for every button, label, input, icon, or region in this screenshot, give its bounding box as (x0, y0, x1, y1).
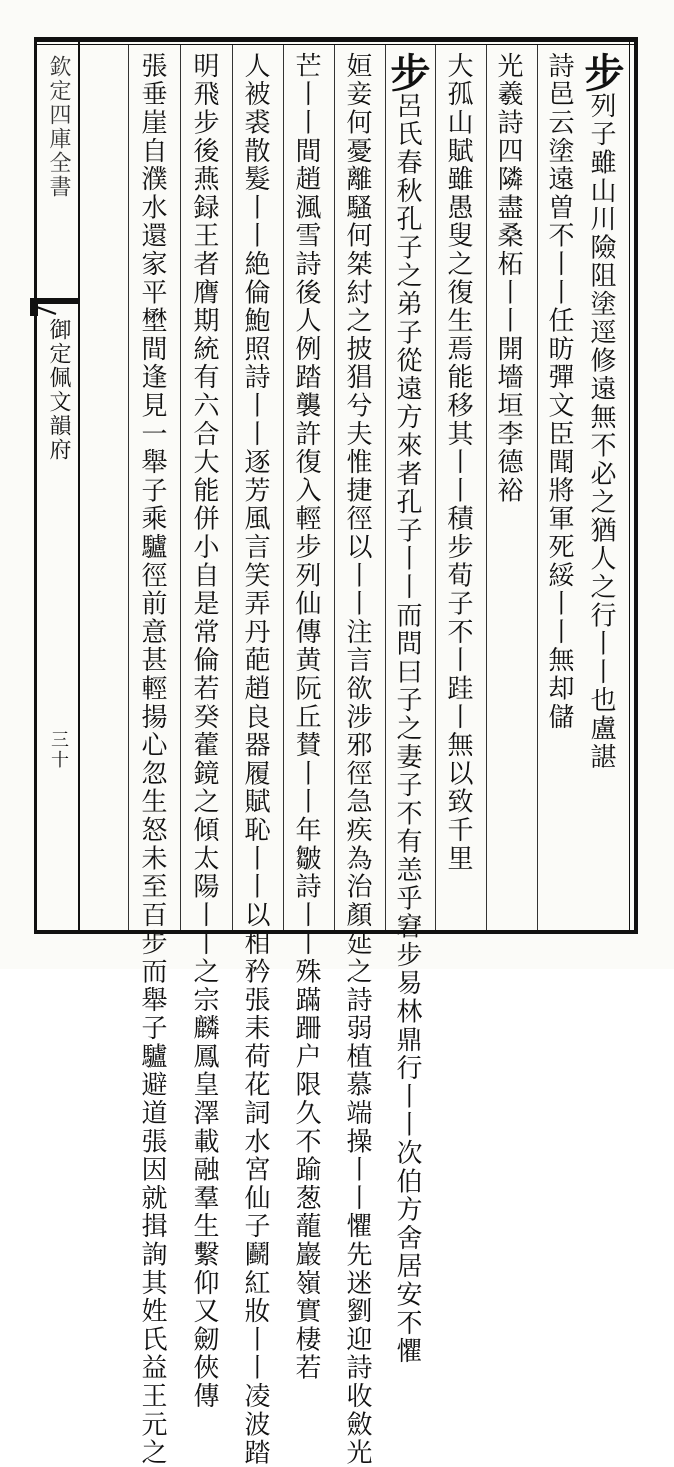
fishtail-mark-icon (30, 298, 80, 316)
headword: 步 (384, 52, 431, 92)
column-text: 詩邑云塗遠曽不丨丨任昉彈文臣聞將軍死綏丨丨無却儲 (544, 52, 574, 732)
column-text: 明飛步後燕録王者膺期統有六合大能併小自是常倫若癸藿鏡之傾太陽丨丨之宗麟鳳皇澤載融羣生繫仰又劒俠傳 (189, 52, 219, 1411)
text-column-4 (440, 52, 476, 924)
frame-bottom-rule (34, 930, 638, 934)
column-text: 光羲詩四隣盡桑柘丨丨開墻垣李德裕 (493, 52, 523, 505)
text-column-3 (490, 52, 526, 924)
headword: 步 (578, 52, 625, 92)
text-column-5 (384, 52, 431, 1366)
margin-book-title: 御定佩文韻府 (46, 318, 71, 462)
text-column-8 (237, 52, 273, 1467)
text-column-10 (134, 52, 170, 1467)
text-column-2 (541, 52, 577, 924)
frame-left-rule (34, 37, 37, 934)
text-column-9 (186, 52, 222, 1411)
column-separator (283, 45, 284, 930)
frame-top-inner-rule (34, 44, 638, 45)
column-separator (435, 45, 436, 930)
column-text: 芒丨丨間趙渢雪詩後人例踏襲許復入輕步列仙傳黄阮丘賛丨丨年皺詩丨丨殊蹣跚户限久不踰葱蘢巖嶺實棲若 (291, 52, 321, 1383)
text-column-6 (339, 52, 375, 1467)
column-separator (180, 45, 181, 930)
column-text: 列子雖山川險阻塗逕修遠無不必之猶人之行丨丨也盧諶 (586, 92, 616, 772)
text-column-7 (288, 52, 324, 1383)
column-text: 呂氏春秋孔子之弟子從遠方來者孔子丨丨而問曰子之妻子不有恙乎窘步易林鼎行丨丨次伯方舍居安不懼 (392, 92, 422, 1366)
column-text: 人被裘散髮丨丨絶倫鮑照詩丨丨逐芳風言笑弄丹葩趙良器履賦恥丨丨以相矜張耒荷花詞水宮仙子鬬紅妝丨丨凌波踏 (240, 52, 270, 1467)
column-separator (385, 45, 386, 930)
column-separator (486, 45, 487, 930)
column-separator (334, 45, 335, 930)
frame-top-rule (34, 37, 638, 42)
column-text: 大孤山賦雖愚叟之復生焉能移其丨丨積步荀子不丨跬丨無以致千里 (443, 52, 473, 873)
column-text: 張垂崖自濮水還家平壄間逢見一舉子乘驢徑前意甚輕揚心忽生怒未至百步而舉子驢避道張因就揖詢其姓氏益王元之 (137, 52, 167, 1467)
text-column-1 (578, 52, 625, 924)
column-text: 姮妾何憂離騷何桀紂之披猖兮夫惟捷徑以丨丨注言欲涉邪徑急疾為治顏延之詩弱植慕端操丨丨懼先迷劉迎詩收斂光 (342, 52, 372, 1467)
gutter-rule (78, 42, 80, 932)
frame-right-rule (634, 37, 638, 934)
text-column-11 (85, 52, 121, 924)
margin-page-number: 三十 (48, 730, 69, 770)
column-separator (232, 45, 233, 930)
frame-right-inner-rule (629, 42, 630, 932)
column-separator (537, 45, 538, 930)
column-separator (128, 45, 129, 930)
margin-series-title: 欽定四庫全書 (46, 55, 71, 199)
